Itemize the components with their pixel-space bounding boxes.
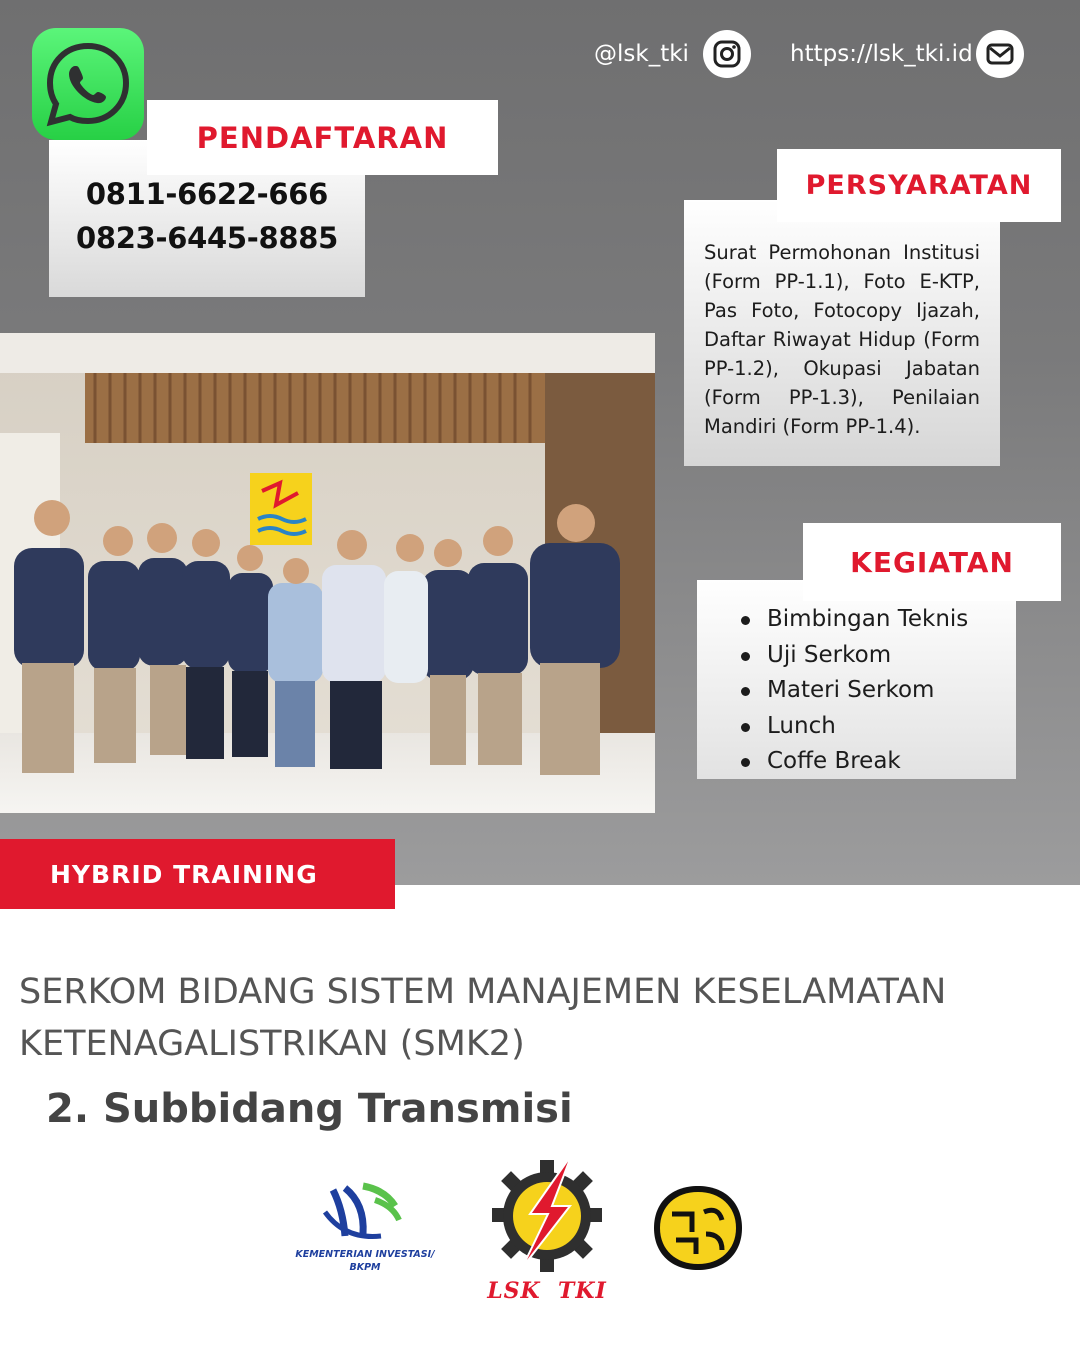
website-link[interactable]: https://lsk_tki.id (790, 41, 973, 67)
subfield-title (46, 1082, 573, 1136)
phone-number-1[interactable]: 0811-6622-666 (85, 177, 329, 211)
activity-item: Coffe Break (737, 744, 1016, 779)
activity-item: Bimbingan Teknis (737, 602, 1016, 638)
requirements-box (684, 200, 1000, 466)
mail-icon[interactable] (976, 30, 1024, 78)
requirements-title: PERSYARATAN (777, 149, 1061, 222)
emblem-logo (652, 1184, 744, 1272)
phone-number-2[interactable]: 0823-6445-8885 (75, 221, 338, 255)
activities-title: KEGIATAN (803, 523, 1061, 601)
registration-title: PENDAFTARAN (147, 100, 498, 175)
page-title: SERKOM BIDANG SISTEM MANAJEMEN KESELAMATAN KETENAGALISTRIKAN (SMK2) (19, 972, 947, 1064)
activity-item: Materi Serkom (737, 673, 1016, 709)
activity-item: Uji Serkom (737, 638, 1016, 674)
bkpm-logo (285, 1180, 445, 1280)
instagram-icon[interactable] (703, 30, 751, 78)
subfield-name: Subbidang Transmisi (102, 1086, 573, 1132)
bkpm-logo-text: KEMENTERIAN INVESTASI/ BKPM (295, 1249, 435, 1273)
activity-item: Lunch (737, 709, 1016, 745)
requirements-text: Surat Permohonan Institusi (Form PP-1.1), Foto E-KTP, Pas Foto, Fotocopy Ijazah, Daftar Riwayat Hidup (Form PP-1.2), Okupasi Jabatan (Form PP-1.3), Penilaian Mandiri (Form PP-1.4). (704, 241, 980, 438)
hybrid-training-badge: HYBRID TRAINING (0, 839, 395, 909)
whatsapp-icon[interactable] (32, 28, 144, 140)
activities-box (697, 580, 1016, 779)
activities-list (737, 602, 1016, 779)
lsk-tki-logo-text: LSK TKI (487, 1278, 607, 1304)
instagram-handle[interactable]: @lsk_tki (594, 41, 689, 67)
group-photo (0, 333, 655, 813)
lsk-tki-logo (486, 1150, 608, 1310)
subfield-number: 2. (46, 1086, 90, 1132)
